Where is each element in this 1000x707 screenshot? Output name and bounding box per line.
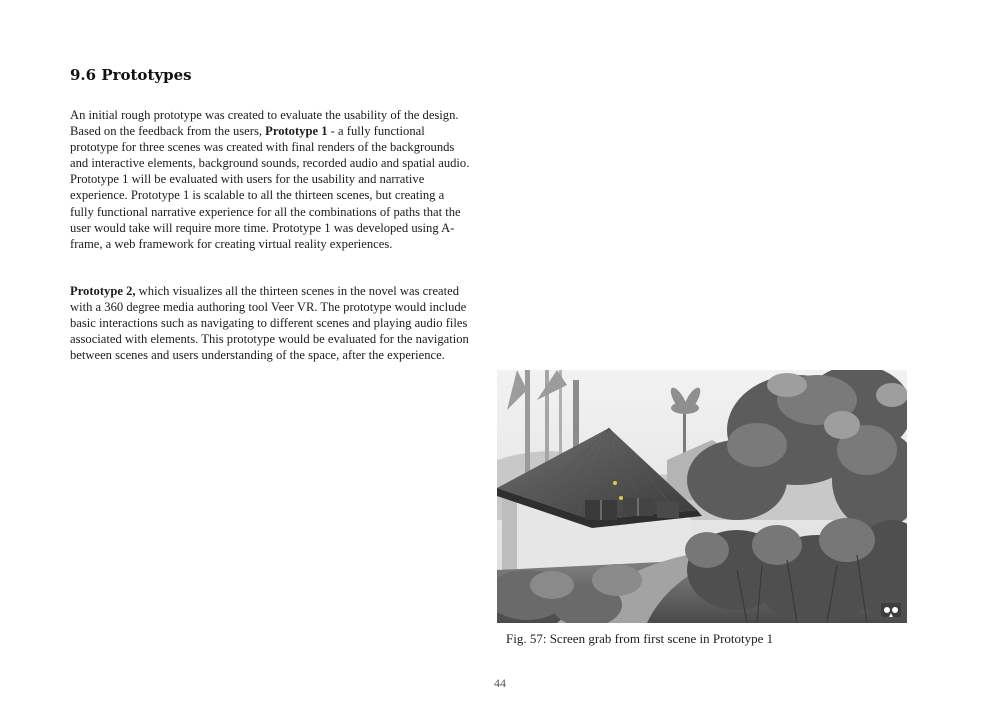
paragraph-1-intro: An initial rough prototype was created to evaluate the usability of the design. Based on the feedback from the users, [70, 108, 459, 139]
paragraph-2 [70, 283, 470, 363]
paragraph-2-rest: which visualizes all the thirteen scenes in the novel was created with a 360 degree media authoring tool Veer VR. The prototype would include basic interactions such as navigating to different scenes and playing audio files associated with elements. This prototype would be evaluated for the navigation between scenes and users understanding of the space, after the experience. [70, 284, 469, 363]
vr-headset-icon[interactable] [881, 603, 901, 617]
section-heading: 9.6 Prototypes [70, 66, 192, 84]
paragraph-1-rest: - a fully functional prototype for three scenes was created with final renders of the backgrounds and interactive elements, background sounds, recorded audio and spatial audio. Prototype 1 will be evaluated with users for the usability and narrative experience. Prototype 1 is scalable to all the thirteen scenes, but creating a fully functional narrative experience for all the combinations of paths that the user would take will require more time. Prototype 1 was developed using A-frame, a web framework for creating virtual reality experiences. [70, 124, 470, 251]
scene-screenshot [497, 370, 907, 623]
figure-caption: Fig. 57: Screen grab from first scene in Prototype 1 [506, 631, 774, 646]
paragraph-1 [70, 107, 470, 252]
prototype-1-term: Prototype 1 [265, 124, 328, 139]
scene-illustration [497, 370, 907, 623]
page-number: 44 [494, 676, 506, 690]
prototype-2-term: Prototype 2, [70, 284, 136, 298]
